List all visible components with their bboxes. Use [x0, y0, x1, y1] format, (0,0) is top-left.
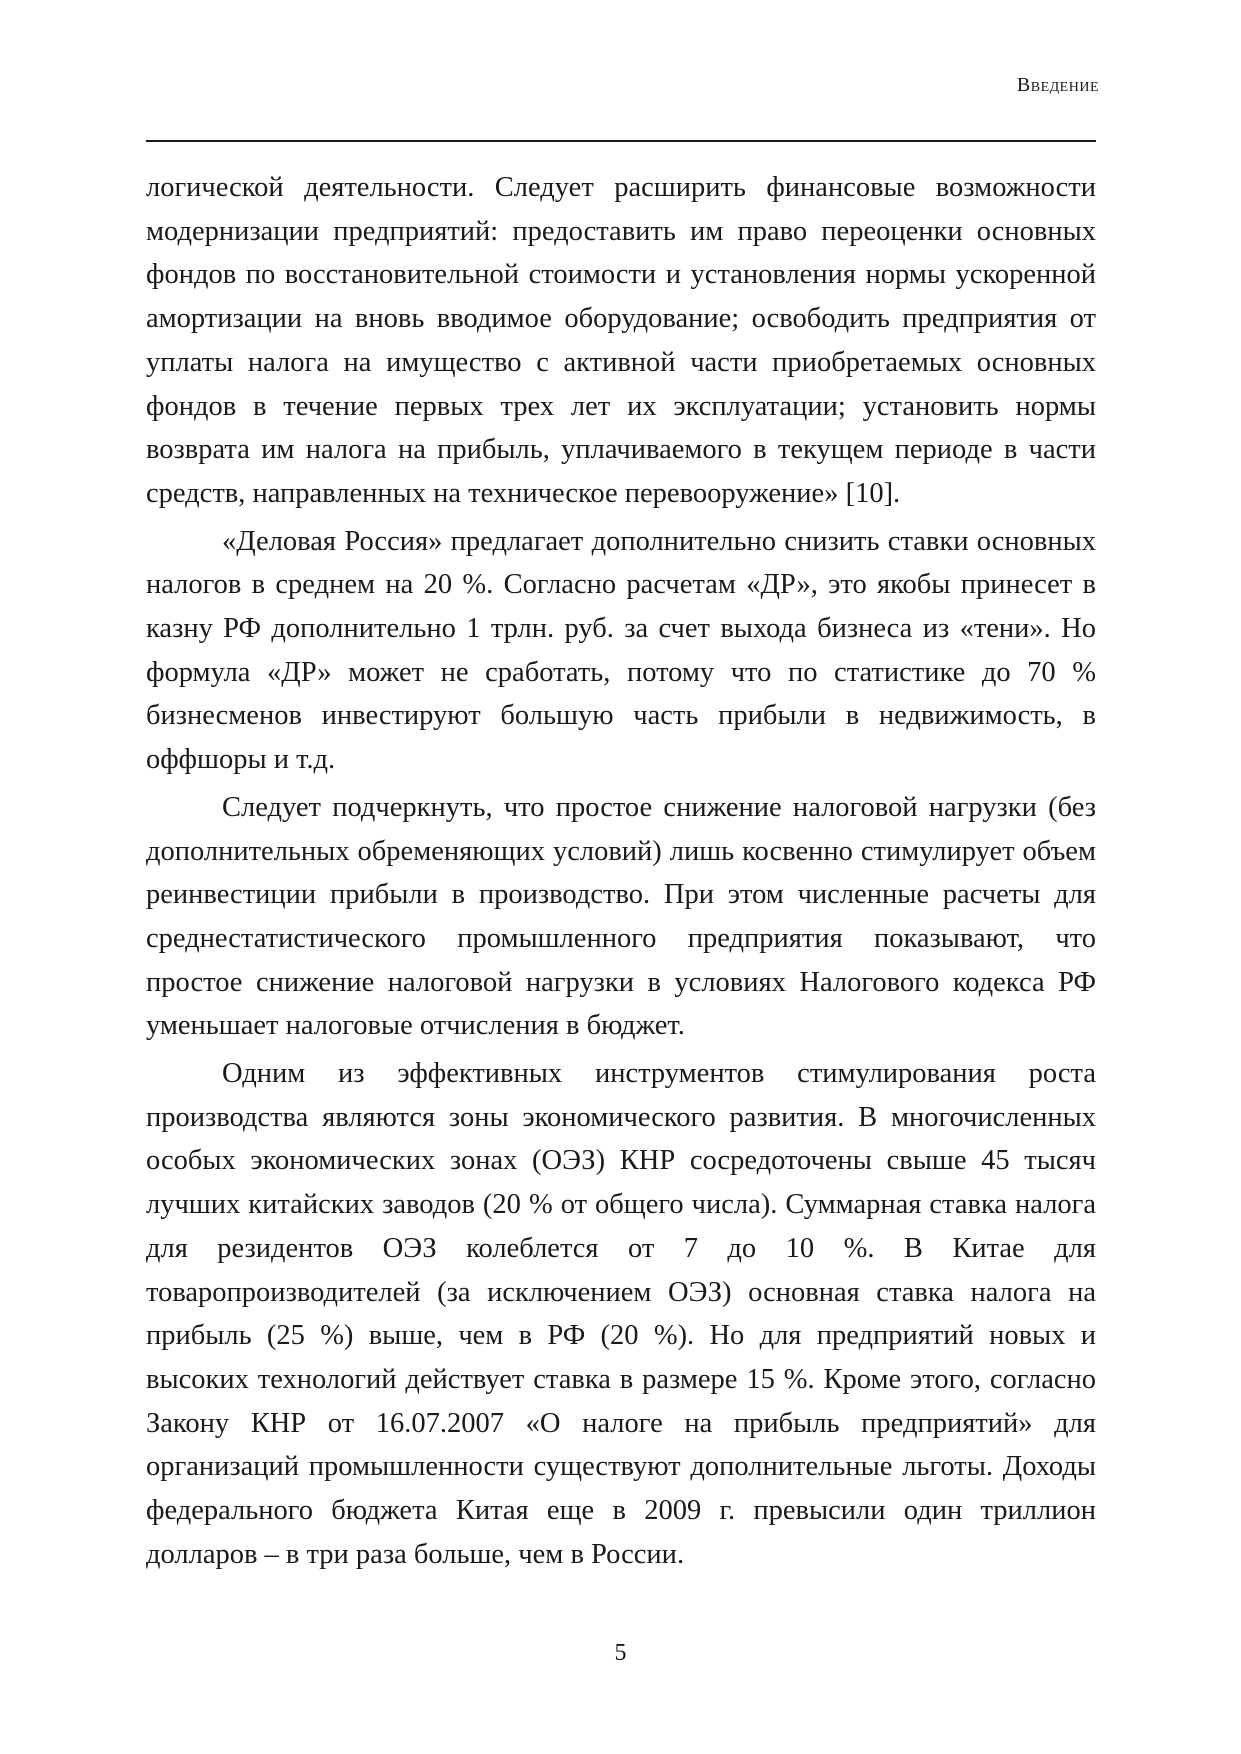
page-number: 5 [614, 1640, 627, 1666]
paragraph-continuation: логической деятельности. Следует расширить финансовые возможности модернизации предприятий: предоставить им право переоценки основных фондов по восстановительной стоимости и установления нормы ускоренной амортизации на вновь вводимое оборудование; освободить предприятия от уплаты налога на имущество с активной части приобретаемых основных фондов в течение первых трех лет их эксплуатации; установить нормы возврата им налога на прибыль, уплачиваемого в текущем периоде в части средств, направленных на техническое перевооружение» [10]. [146, 172, 1096, 509]
paragraph-tax-burden: Следует подчеркнуть, что простое снижение налоговой нагрузки (без дополнительных обременяющих условий) лишь косвенно стимулирует объем реинвестиции прибыли в производство. При этом численные расчеты для среднестатистического промышленного предприятия показывают, что простое снижение налоговой нагрузки в условиях Налогового кодекса РФ уменьшает налоговые отчисления в бюджет. [146, 791, 1096, 1042]
paragraph-delovaya-rossiya: «Деловая Россия» предлагает дополнительно снизить ставки основных налогов в среднем на 20 %. Согласно расчетам «ДР», это якобы принесет в казну РФ дополнительно 1 трлн. руб. за счет выхода бизнеса из «тени». Но формула «ДР» может не сработать, потому что по статистике до 70 % бизнесменов инвестируют большую часть прибыли в недвижимость, в оффшоры и т.д. [146, 525, 1096, 776]
body-text [146, 166, 1096, 1577]
running-header: Введение [1016, 74, 1099, 96]
paragraph-economic-zones: Одним из эффективных инструментов стимулирования роста производства являются зоны экономического развития. В многочисленных особых экономических зонах (ОЭЗ) КНР сосредоточены свыше 45 тысяч лучших китайских заводов (20 % от общего числа). Суммарная ставка налога для резидентов ОЭЗ колеблется от 7 до 10 %. В Китае для товаропроизводителей (за исключением ОЭЗ) основная ставка налога на прибыль (25 %) выше, чем в РФ (20 %). Но для предприятий новых и высоких технологий действует ставка в размере 15 %. Кроме этого, согласно Закону КНР от 16.07.2007 «О налоге на прибыль предприятий» для организаций промышленности существуют дополнительные льготы. Доходы федерального бюджета Китая еще в 2009 г. превысили один триллион долларов – в три раза больше, чем в России. [146, 1058, 1096, 1570]
header-rule [146, 140, 1096, 142]
